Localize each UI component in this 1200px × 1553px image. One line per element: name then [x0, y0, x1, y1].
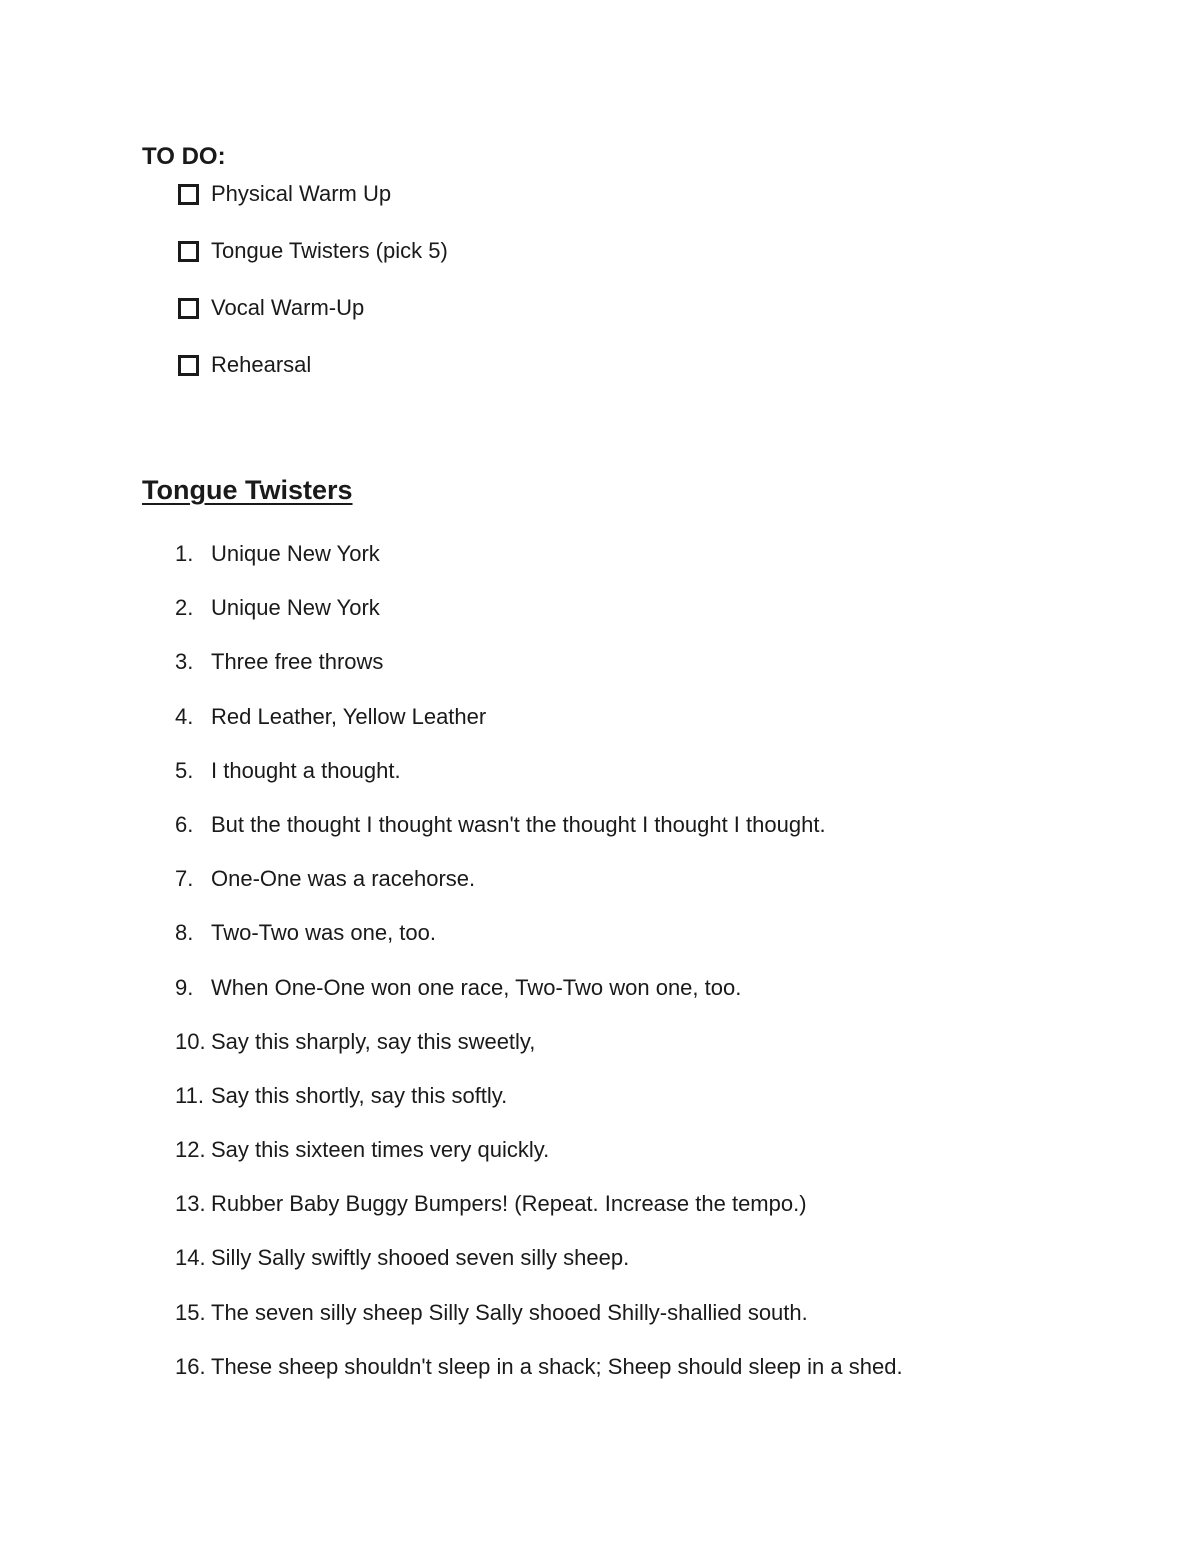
list-number: 8.: [175, 920, 194, 946]
list-item: [175, 917, 903, 971]
list-item: [175, 755, 903, 809]
todo-item-label: Vocal Warm-Up: [211, 295, 365, 320]
list-item-text: But the thought I thought wasn't the thought I thought I thought.: [211, 811, 826, 837]
list-item: [175, 1297, 903, 1351]
checkbox-icon[interactable]: [178, 355, 199, 376]
todo-item-label: Rehearsal: [211, 352, 312, 377]
list-number: 3.: [175, 649, 194, 675]
list-number: 10.: [175, 1028, 206, 1054]
list-number: 15.: [175, 1299, 206, 1325]
list-item: [175, 701, 903, 755]
list-item: [175, 1134, 903, 1188]
list-item: [175, 1351, 903, 1405]
list-item-text: Rubber Baby Buggy Bumpers! (Repeat. Increase the tempo.): [211, 1191, 807, 1217]
list-number: 6.: [175, 811, 194, 837]
list-item-text: I thought a thought.: [211, 757, 401, 783]
list-item: [175, 592, 903, 646]
list-number: 5.: [175, 757, 194, 783]
checkbox-icon[interactable]: [178, 241, 199, 262]
list-number: 11.: [175, 1082, 204, 1108]
list-item-text: When One-One won one race, Two-Two won one, too.: [211, 974, 742, 1000]
list-item-text: Two-Two was one, too.: [211, 920, 436, 946]
list-number: 4.: [175, 703, 194, 729]
list-number: 14.: [175, 1245, 206, 1271]
todo-item-label: Tongue Twisters (pick 5): [211, 238, 448, 263]
list-item-text: Say this shortly, say this softly.: [211, 1082, 508, 1108]
list-item: [175, 538, 903, 592]
list-item: [175, 1026, 903, 1080]
list-item-text: Silly Sally swiftly shooed seven silly sheep.: [211, 1245, 630, 1271]
todo-item-label: Physical Warm Up: [211, 181, 392, 206]
list-item-text: Unique New York: [211, 595, 380, 621]
list-number: 13.: [175, 1191, 206, 1217]
todo-list: [178, 178, 448, 406]
list-item: [175, 1188, 903, 1242]
list-item: [175, 646, 903, 700]
list-item: [175, 863, 903, 917]
list-number: 7.: [175, 866, 194, 892]
list-item: [175, 1242, 903, 1296]
list-number: 2.: [175, 595, 194, 621]
todo-item-physical-warm-up: [178, 178, 448, 235]
list-item-text: Red Leather, Yellow Leather: [211, 703, 487, 729]
list-item-text: The seven silly sheep Silly Sally shooed Shilly-shallied south.: [211, 1299, 808, 1325]
todo-item-tongue-twisters: [178, 235, 448, 292]
list-item-text: Say this sharply, say this sweetly,: [211, 1028, 536, 1054]
list-item-text: Three free throws: [211, 649, 384, 675]
checkbox-icon[interactable]: [178, 298, 199, 319]
list-item-text: Unique New York: [211, 541, 380, 566]
todo-item-rehearsal: [178, 349, 448, 406]
list-item: [175, 972, 903, 1026]
list-item: [175, 1080, 903, 1134]
checkbox-icon[interactable]: [178, 184, 199, 205]
list-item-text: These sheep shouldn't sleep in a shack; Sheep should sleep in a shed.: [211, 1353, 903, 1379]
list-number: 9.: [175, 974, 194, 1000]
list-item: [175, 809, 903, 863]
list-item-text: Say this sixteen times very quickly.: [211, 1137, 550, 1163]
tongue-twisters-list: [175, 538, 903, 1405]
list-number: 12.: [175, 1137, 206, 1163]
list-number: 1.: [175, 541, 194, 566]
todo-item-vocal-warm-up: [178, 292, 448, 349]
todo-heading: TO DO:: [142, 143, 226, 170]
tongue-twisters-heading: Tongue Twisters: [142, 475, 353, 505]
list-item-text: One-One was a racehorse.: [211, 866, 476, 892]
list-number: 16.: [175, 1353, 206, 1379]
